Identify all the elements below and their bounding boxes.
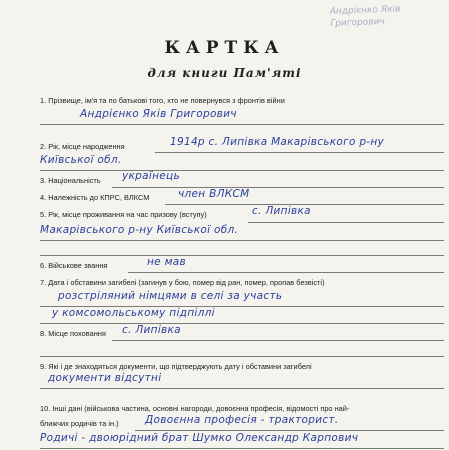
- field-7-value-line2: у комсомольському підпіллі: [52, 307, 215, 319]
- rule-line: [135, 430, 444, 431]
- rule-line: [40, 356, 444, 357]
- field-9-label: 9. Які і де знаходяться документи, що підтверджують дату і обставини загибелі: [40, 362, 312, 371]
- field-8-label: 8. Місце поховання: [40, 329, 106, 338]
- field-10-label-cont: ближчих родичів та ін.): [40, 419, 119, 428]
- field-10-value-line1: Довоєнна професія - тракторист.: [145, 414, 339, 426]
- field-8-value: с. Липівка: [122, 324, 181, 336]
- field-9-value: документи відсутні: [48, 372, 162, 384]
- rule-line: [40, 323, 444, 324]
- rule-line: [40, 240, 444, 241]
- field-4-value: член ВЛКСМ: [178, 188, 250, 200]
- field-10-label: 10. Інші дані (військова частина, основні нагороди, довоєнна професія, відомості про най-: [40, 404, 350, 413]
- rule-line: [40, 255, 444, 256]
- rule-line: [40, 448, 444, 449]
- corner-handwritten-note: Андрієнко Яків Григорович: [329, 4, 401, 29]
- rule-line: [128, 272, 444, 273]
- field-10-value-line2: Родичі - двоюрідний брат Шумко Олександр Карпович: [40, 432, 359, 444]
- field-5-value-line2: Макарівського р-ну Київської обл.: [40, 224, 239, 236]
- field-6-value: не мав: [147, 256, 187, 268]
- field-3-label: 3. Національність: [40, 176, 101, 185]
- field-6-label: 6. Військове звання: [40, 261, 108, 270]
- rule-line: [40, 388, 444, 389]
- field-2-value-line1: 1914р с. Липівка Макарівського р-ну: [170, 136, 385, 148]
- field-1-value: Андрієнко Яків Григорович: [80, 108, 237, 120]
- field-5-label: 5. Рік, місце проживання на час призову (вступу): [40, 210, 207, 219]
- rule-line: [155, 152, 444, 153]
- rule-line: [112, 187, 444, 188]
- field-3-value: українець: [122, 170, 180, 182]
- field-1-label: 1. Прізвище, ім'я та по батькові того, хто не повернувся з фронтів війни: [40, 96, 285, 105]
- field-5-value-line1: с. Липівка: [252, 205, 311, 217]
- field-2-value-line2: Київської обл.: [40, 154, 122, 166]
- rule-line: [112, 340, 444, 341]
- rule-line: [248, 222, 444, 223]
- card-subtitle: для книги Пам'яті: [147, 66, 302, 80]
- rule-line: [40, 170, 444, 171]
- rule-line: [40, 124, 444, 125]
- field-4-label: 4. Належність до КПРС, ВЛКСМ: [40, 193, 150, 202]
- field-7-label: 7. Дата і обставини загибелі (загинув у бою, помер від ран, помер, пропав безвісті): [40, 278, 325, 287]
- card-title: КАРТКА: [164, 38, 285, 58]
- field-2-label: 2. Рік, місце народження: [40, 142, 125, 151]
- field-7-value-line1: розстріляний німцями в селі за участь: [58, 290, 283, 302]
